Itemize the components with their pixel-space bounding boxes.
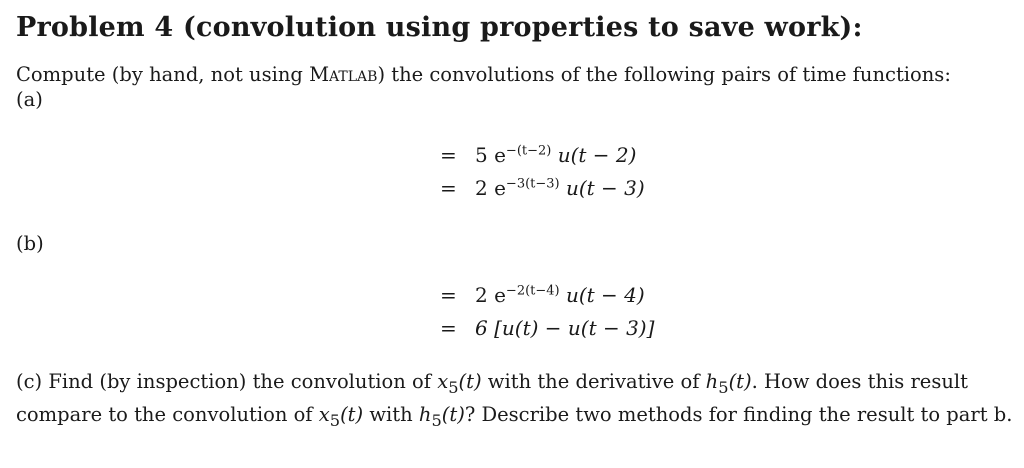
part-b-label: (b) (16, 232, 44, 255)
equals-sign: = (440, 316, 457, 340)
equation-h4-rhs: 2 $e^{-3(t-3)}$ u(t − 3) (475, 176, 645, 200)
problem-intro (16, 63, 951, 87)
matlab-name: Matlab (309, 63, 378, 86)
equals-sign: = (440, 176, 457, 200)
equation-x5-rhs: 2 $e^{-2(t-4)}$ u(t − 4) (475, 283, 645, 307)
intro-text-before: Compute (by hand, not using (16, 63, 310, 86)
equals-sign: = (440, 143, 457, 167)
problem-title: Problem 4 (convolution using properties to save work): (16, 12, 863, 43)
equals-sign: = (440, 283, 457, 307)
part-c-question: (c) Find (by inspection) the convolution of $x_5(t)$ with the derivative of $h_5(t)$. How does this result compare to the convolution of $x_5(t)$ with $h_5(t)$? Describe two methods for finding the result to part b. (16, 370, 1013, 430)
part-a-label: (a) (16, 88, 43, 111)
intro-text-after: ) the convolutions of the following pairs of time functions: (377, 63, 951, 86)
equation-h5-rhs: 6 [u(t) − u(t − 3)] (475, 316, 655, 340)
equation-x4-rhs: 5 $e^{-(t-2)}$ u(t − 2) (475, 143, 637, 167)
